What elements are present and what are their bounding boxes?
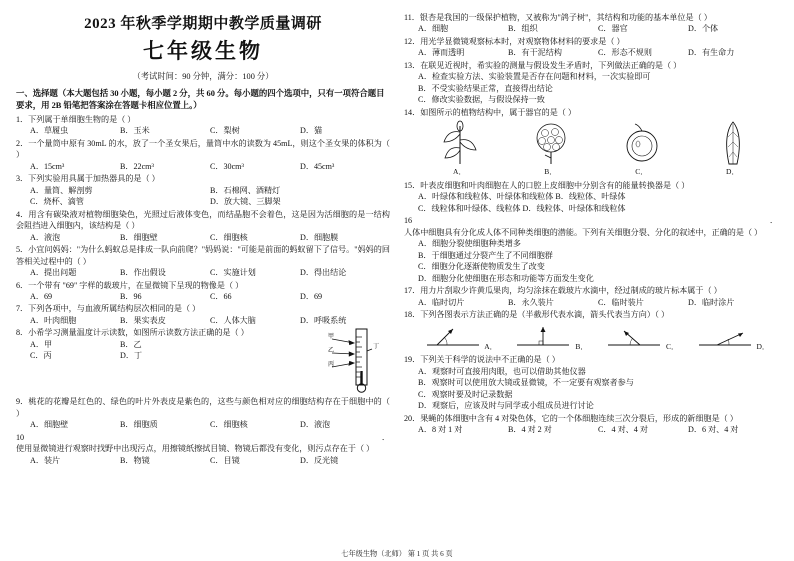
figure-option-d[interactable]: [692, 323, 772, 353]
option-a[interactable]: A．草履虫: [30, 126, 69, 136]
option-a[interactable]: A．细胞: [418, 24, 449, 34]
question-number: 10．: [16, 432, 390, 442]
option-a[interactable]: A．甲: [30, 339, 53, 349]
question-10: [16, 432, 390, 466]
question-11: [404, 12, 778, 35]
question-15: [404, 180, 778, 214]
question-text: 下列属于单细胞生物的是（ ）: [28, 114, 136, 124]
option-b[interactable]: B．玉米: [120, 126, 150, 136]
option-d[interactable]: D．细胞膜: [300, 232, 339, 242]
option-a[interactable]: A．8 对 1 对: [418, 425, 463, 435]
option-ab[interactable]: A．叶绿体和线粒体、叶绿体和线粒体 B．线粒体、叶绿体: [418, 192, 626, 202]
page-title: 2023 年秋季学期期中教学质量调研: [84, 16, 322, 32]
question-text: 一个带有 "69" 字样的载玻片，在显微镜下呈现的物像是（ ）: [28, 280, 244, 290]
question-13: [404, 60, 778, 106]
option-c[interactable]: C．形态不规则: [598, 48, 652, 58]
question-8: [16, 327, 390, 395]
question-number: 16．: [404, 216, 778, 226]
option-a[interactable]: A．提出问题: [30, 268, 77, 278]
option-d[interactable]: D．呼吸系统: [300, 315, 347, 325]
question-5: [16, 244, 390, 278]
question-text: 下列各项中，与血液所属结构层次相同的是（ ）: [28, 304, 201, 314]
option-d[interactable]: D．临时涂片: [688, 297, 735, 307]
option-b[interactable]: B．细胞壁: [120, 232, 158, 242]
question-number: 13．: [404, 60, 421, 70]
figure-label-d: D．: [756, 341, 770, 351]
question-16: [404, 215, 778, 284]
question-17: [404, 285, 778, 308]
question-text: 下列实验用具属于加热器具的是（ ）: [28, 174, 160, 184]
option-b[interactable]: B．96: [120, 292, 142, 301]
figure-label-b: B．: [575, 341, 588, 351]
left-column: [16, 10, 390, 550]
figure-label-c: C．: [635, 167, 648, 177]
option-d[interactable]: D．猫: [300, 126, 323, 136]
option-a[interactable]: A．检查实验方法、实验装置是否存在问题和材料，一次实验即可: [418, 72, 651, 82]
option-a[interactable]: A．量筒、解剖剪: [30, 185, 93, 195]
option-a[interactable]: A．液泡: [30, 232, 61, 242]
option-d[interactable]: D．个体: [688, 24, 719, 34]
question-text: 用含有碳染液对植物细胞染色，光照过后液体变色，而结晶胞不会着色，这是因为活细胞的是一结构会阻挡进入细胞内，该结构是（ ）: [16, 209, 390, 231]
exam-info: （考试时间：90 分钟，满分：100 分）: [132, 72, 274, 82]
option-a[interactable]: A．细胞壁: [30, 420, 69, 430]
option-b[interactable]: B．22cm³: [120, 161, 154, 171]
question-number: 6．: [16, 280, 29, 290]
option-a[interactable]: A．装片: [30, 455, 61, 465]
question-6: [16, 280, 390, 303]
question-text: 一个量筒中原有 30mL 的水，放了一个圣女果后，量筒中水的读数为 45mL，则这个圣女果的体积为（ ）: [16, 138, 390, 160]
option-b[interactable]: B．果实表皮: [120, 315, 166, 325]
question-number: 12．: [404, 36, 421, 46]
question-text: 如图所示的植物结构中，属于器官的是（ ）: [420, 107, 577, 117]
option-c[interactable]: C．30cm³: [210, 161, 244, 171]
question-number: 1．: [16, 114, 29, 124]
option-a[interactable]: A．观察时可直接用肉眼，也可以借助其他仪器: [418, 366, 586, 376]
question-2: [16, 138, 390, 172]
option-b[interactable]: B．作出假设: [120, 268, 166, 278]
question-14: [404, 107, 778, 178]
option-d[interactable]: D．69: [300, 292, 323, 301]
option-b[interactable]: B．细胞质: [120, 420, 158, 430]
option-d[interactable]: D．放大镜、三脚架: [210, 197, 281, 207]
question-20: [404, 413, 778, 436]
question-text: 果蝇的体细胞中含有 4 对染色体，它的一个体细胞连续三次分裂后，形成的新细胞是（ ）: [420, 413, 738, 423]
figure-label-d: D．: [726, 167, 739, 177]
option-d[interactable]: D．观察后，应该及时与同学或小组成员进行讨论: [418, 401, 594, 411]
option-c[interactable]: C．4 对、4 对: [598, 425, 648, 435]
option-b[interactable]: B．乙: [120, 339, 142, 349]
option-a[interactable]: A．69: [30, 292, 53, 301]
question-text: 下列各图表示方法正确的是（半截形代表水滴，箭头代表当方向）（ ）: [420, 310, 670, 320]
option-c[interactable]: C．观察时要及时记录数据: [418, 389, 513, 399]
svg-text:甲: 甲: [328, 334, 335, 341]
plant-figure-row: [404, 120, 778, 178]
question-text: 使用显微镜进行观察时找野中出现污点，用擦镜纸擦拭目镜、物镜后都没有变化，则污点存在于（ ）: [16, 444, 375, 454]
option-c[interactable]: C．梨树: [210, 126, 240, 136]
question-3: [16, 173, 390, 207]
figure-option-b[interactable]: [516, 120, 586, 178]
option-c[interactable]: C．66: [210, 292, 232, 301]
question-4: [16, 209, 390, 243]
question-text: 在联见近视时，希实验的测量与假设发生矛盾时，下列做法正确的是（ ）: [420, 60, 682, 70]
option-c[interactable]: C．烧杯、滴管: [30, 197, 84, 207]
question-number: 3．: [16, 174, 29, 184]
question-number: 7．: [16, 304, 29, 314]
question-number: 20．: [404, 413, 421, 423]
question-number: 19．: [404, 355, 421, 365]
option-a[interactable]: A．15cm³: [30, 161, 65, 171]
figure-option-c[interactable]: [607, 120, 677, 178]
two-column-layout: [16, 10, 778, 550]
figure-label-a: A．: [484, 341, 498, 351]
option-d[interactable]: D．6 对、4 对: [688, 425, 739, 435]
question-text: 小希学习测量温度计示读数，如图所示读数方法正确的是（ ）: [28, 328, 249, 338]
question-18: [404, 309, 778, 352]
option-b[interactable]: B．永久装片: [508, 297, 554, 307]
option-b[interactable]: B．不受实验结果正常，直接得出结论: [418, 83, 553, 93]
question-19: [404, 354, 778, 411]
option-b[interactable]: B．组织: [508, 24, 538, 34]
option-b[interactable]: B．石棉网、酒精灯: [210, 185, 281, 195]
figure-option-a[interactable]: [425, 120, 495, 178]
question-number: 2．: [16, 138, 29, 148]
question-number: 14．: [404, 107, 421, 117]
figure-label-c: C．: [665, 341, 679, 351]
question-number: 18．: [404, 310, 421, 320]
angle-figure-row: [404, 323, 778, 353]
subject-title: 七年级生物: [143, 39, 263, 64]
svg-text:乙: 乙: [328, 348, 335, 355]
option-cd[interactable]: C．线粒体和叶绿体、线粒体 D．线粒体、叶绿体和线粒体: [418, 203, 626, 213]
option-a[interactable]: A．叶肉细胞: [30, 315, 77, 325]
option-c[interactable]: C．细胞分化逐渐使物质发生了改变: [418, 262, 545, 272]
option-c[interactable]: C．修改实验数据，与假设保持一致: [418, 95, 545, 105]
question-text: 用力片刮取少许黄瓜果肉，均匀涂抹在载玻片水滴中，经过制成的玻片标本属于（ ）: [420, 286, 722, 296]
option-d[interactable]: D．得出结论: [300, 268, 347, 278]
option-a[interactable]: A．临时切片: [418, 297, 465, 307]
question-number: 9．: [16, 397, 29, 407]
question-number: 8．: [16, 328, 29, 338]
question-number: 5．: [16, 245, 29, 255]
figure-label-a: A．: [453, 167, 466, 177]
option-d[interactable]: D．45cm³: [300, 161, 335, 171]
question-text: 叶表皮细胞和叶肉细胞在人的口腔上皮细胞中分别含有的能量转换器是（ ）: [420, 181, 690, 190]
question-text: 人体中细胞具有分化成人体不同种类细胞的潜能。下列有关细胞分裂、分化的叙述中，正确的是（ ）: [404, 227, 763, 237]
option-d[interactable]: D．细胞分化使细胞在形态和功能等方面发生变化: [418, 273, 594, 283]
question-1: [16, 114, 390, 137]
figure-label-b: B．: [544, 167, 557, 177]
question-text: 银杏是我国的一级保护植物，又被称为"鸽子树"，其结构和功能的基本单位是（ ）: [419, 13, 712, 22]
figure-option-c[interactable]: [601, 323, 681, 353]
option-b[interactable]: B．4 对 2 对: [508, 425, 552, 435]
option-c[interactable]: C．丙: [30, 351, 52, 361]
figure-option-d[interactable]: [698, 120, 768, 178]
question-number: 15．: [404, 181, 421, 190]
question-number: 11．: [404, 13, 420, 22]
right-column: [404, 10, 778, 550]
question-text: 用光学显微镜观察标本时，对观察物体材料的要求是（ ）: [420, 36, 625, 46]
option-d[interactable]: D．丁: [120, 351, 143, 361]
question-12: [404, 36, 778, 59]
question-7: [16, 303, 390, 326]
option-a[interactable]: A．细胞分裂使细胞种类增多: [418, 239, 521, 249]
option-c[interactable]: C．临时装片: [598, 297, 644, 307]
option-a[interactable]: A．薄而透明: [418, 48, 465, 58]
option-b[interactable]: B．物镜: [120, 455, 150, 465]
option-c[interactable]: C．细胞核: [210, 420, 248, 430]
svg-text:丁: 丁: [373, 344, 380, 351]
question-9: [16, 396, 390, 430]
option-d[interactable]: D．液泡: [300, 420, 331, 430]
question-text: 小宜问妈妈："为什么蚂蚁总是排成一队向前爬？"妈妈说："可能是前面的蚂蚁留下了信号。"妈妈的回答相关过程中的（ ）: [16, 245, 390, 266]
option-c[interactable]: C．细胞核: [210, 232, 248, 242]
option-b[interactable]: B．有干泥结构: [508, 48, 562, 58]
figure-option-a[interactable]: [420, 323, 500, 353]
option-c[interactable]: C．实施计划: [210, 268, 256, 278]
option-c[interactable]: C．目镜: [210, 455, 240, 465]
section-title: 一、选择题（本大题包括 30 小题，每小题 2 分，共 60 分。每小题的四个选项中，只有一项符合题目要求，用 2B 铅笔把答案涂在答题卡相应位置上。）: [16, 88, 385, 110]
option-b[interactable]: B．观察时可以使用放大镜或显微镜，不一定要有观察者参与: [418, 378, 634, 388]
question-text: 桃花的花瓣是红色的、绿色的叶片外表皮是紫色的，这些与颜色相对应的细胞结构存在于细胞中的（ ）: [16, 397, 390, 418]
option-c[interactable]: C．器官: [598, 24, 628, 34]
svg-text:丙: 丙: [328, 362, 335, 369]
thermometer-figure: [326, 327, 386, 393]
option-d[interactable]: D．反光镜: [300, 455, 339, 465]
question-text: 下列关于科学的说法中不正确的是（ ）: [420, 355, 560, 365]
option-d[interactable]: D．有生命力: [688, 48, 735, 58]
question-number: 17．: [404, 286, 421, 296]
figure-option-b[interactable]: [511, 323, 591, 353]
question-number: 4．: [16, 209, 29, 219]
page-footer: 七年级生物（北师） 第 1 页 共 6 页: [341, 550, 453, 558]
option-c[interactable]: C．人体大脑: [210, 315, 256, 325]
option-b[interactable]: B．于细胞通过分裂产生了不同细胞群: [418, 250, 553, 260]
